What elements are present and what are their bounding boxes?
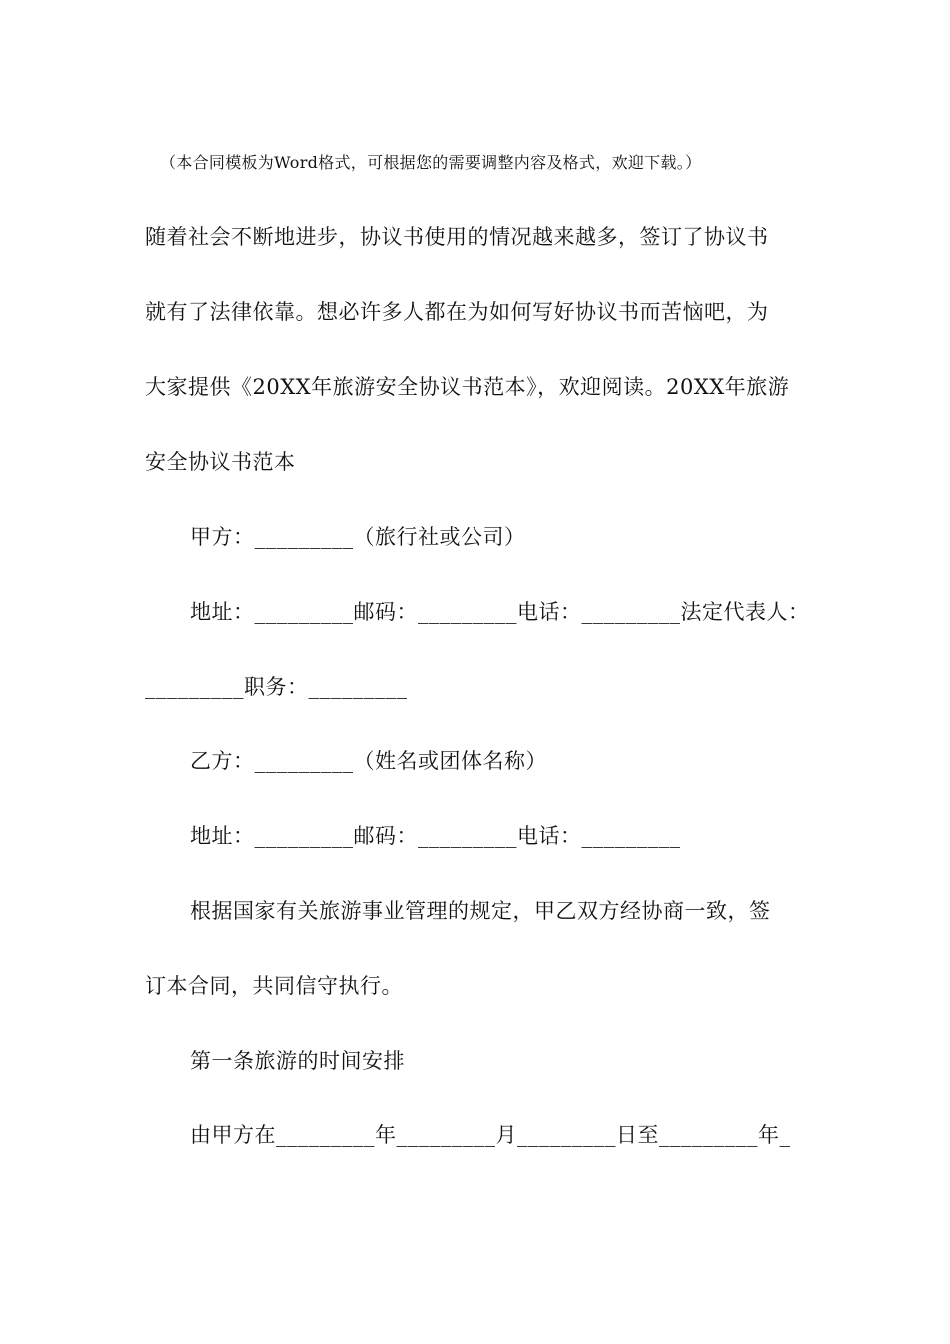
template-note: （本合同模板为Word格式，可根据您的需要调整内容及格式，欢迎下载。）: [160, 153, 702, 172]
party-a-representative-line: _________职务：_________: [145, 675, 408, 699]
basis-line-1: 根据国家有关旅游事业管理的规定，甲乙双方经协商一致，签: [190, 899, 771, 923]
party-a-line: 甲方：_________（旅行社或公司）: [190, 525, 526, 549]
basis-line-2: 订本合同，共同信守执行。: [145, 974, 403, 998]
article-1-text: 由甲方在_________年_________月_________日至_________年_: [190, 1123, 791, 1147]
intro-line-2: 就有了法律依靠。想必许多人都在为如何写好协议书而苦恼吧，为: [145, 300, 769, 324]
intro-line-3: 大家提供《20XX年旅游安全协议书范本》，欢迎阅读。20XX年旅游: [145, 375, 790, 399]
party-a-contact-line: 地址：_________邮码：_________电话：_________法定代表人：: [190, 600, 810, 624]
party-b-contact-line: 地址：_________邮码：_________电话：_________: [190, 824, 681, 848]
party-b-line: 乙方：_________（姓名或团体名称）: [190, 749, 547, 773]
article-1-title: 第一条旅游的时间安排: [190, 1049, 405, 1073]
intro-line-4: 安全协议书范本: [145, 450, 296, 474]
intro-line-1: 随着社会不断地进步，协议书使用的情况越来越多，签订了协议书: [145, 225, 769, 249]
